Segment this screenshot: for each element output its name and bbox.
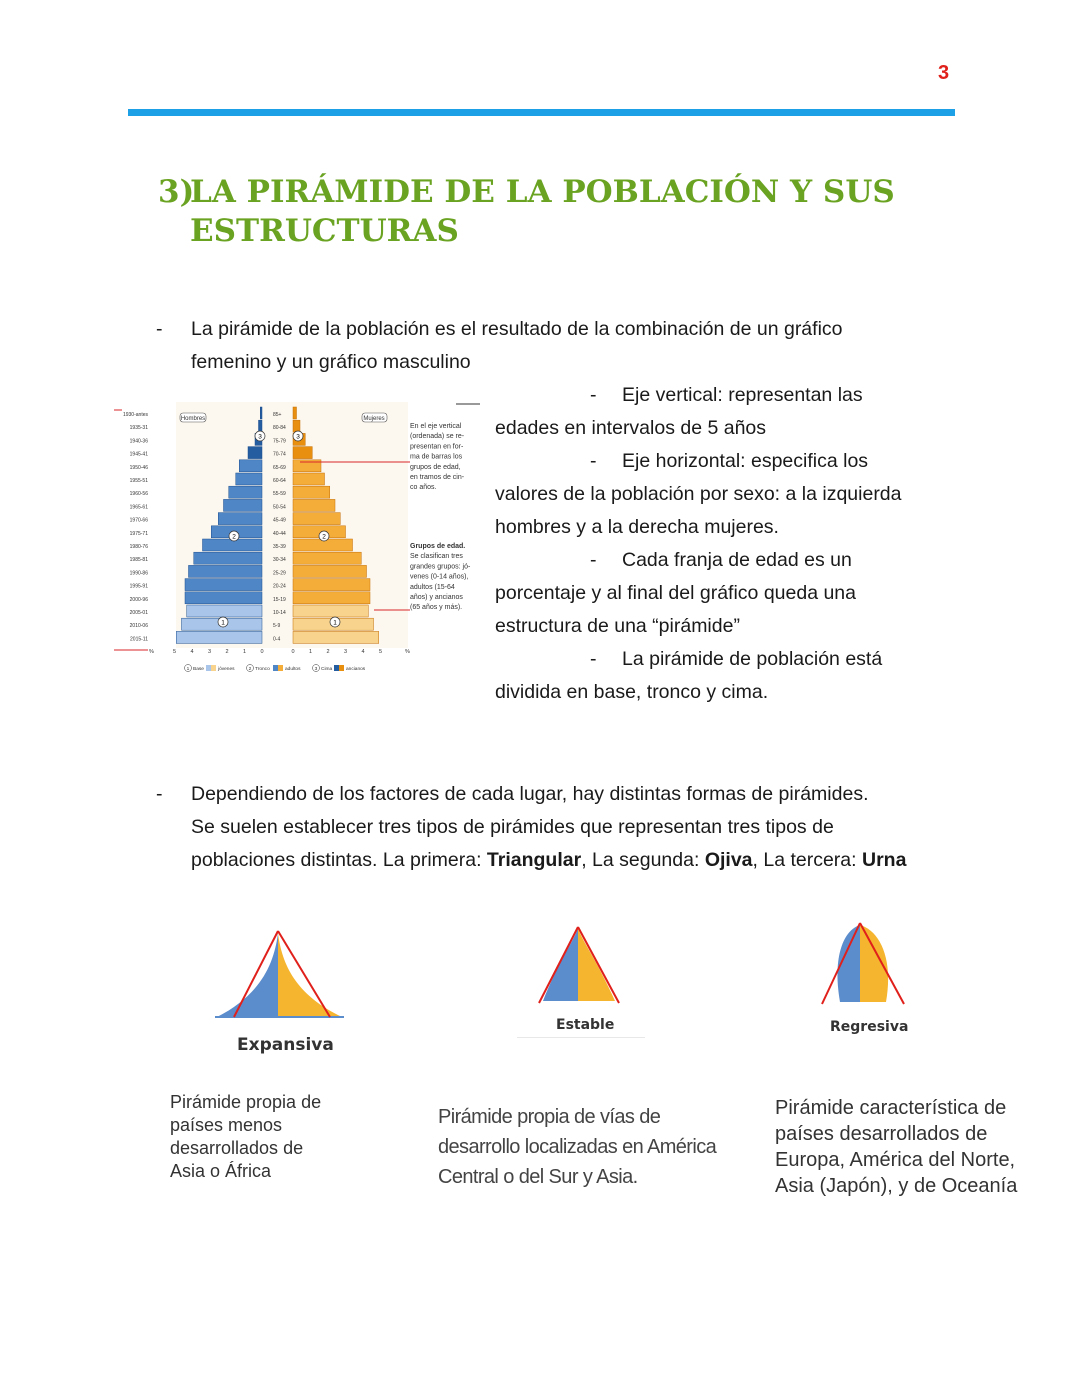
year-label: 1935-31 (129, 425, 148, 432)
list-dash: - (590, 450, 597, 472)
men-bar (185, 579, 262, 591)
x-tick: 0 (291, 649, 295, 655)
women-bar (293, 631, 379, 643)
men-bar (224, 499, 263, 511)
pyramid-legend (185, 665, 366, 673)
list-item-first-line: Cada franja de edad es un (622, 549, 852, 571)
svg-text:1: 1 (333, 619, 337, 627)
x-ticks-left (173, 649, 264, 655)
year-label: 1980-76 (129, 544, 148, 550)
list-item-first-line: Eje horizontal: especifica los (622, 450, 869, 472)
women-bar (293, 499, 335, 511)
men-bar (218, 513, 262, 525)
note-line: en tramos de cin- (410, 474, 465, 481)
regresiva-label: Regresiva (830, 1019, 909, 1035)
x-tick: 4 (190, 649, 194, 655)
men-bar (229, 486, 262, 498)
note-line: Grupos de edad. (410, 543, 466, 550)
year-label: 1950-46 (129, 464, 148, 471)
x-tick: 4 (361, 649, 365, 655)
note-line: años) y ancianos (410, 594, 463, 601)
age-label: 35-39 (273, 544, 286, 550)
svg-text:2: 2 (232, 533, 236, 541)
regresiva-caption (775, 1095, 1017, 1199)
women-bar (293, 447, 312, 459)
men-label: Hombres (180, 416, 206, 422)
bullet2-line3 (191, 844, 906, 877)
men-bar (187, 605, 262, 617)
year-label: 2015-11 (130, 636, 148, 643)
svg-text:3: 3 (314, 667, 318, 672)
note-line: grupos de edad, (410, 463, 461, 471)
svg-text:Base: Base (193, 667, 204, 672)
x-tick: 5 (172, 649, 177, 655)
note-line: presentan en for- (410, 443, 464, 451)
svg-text:1: 1 (221, 619, 225, 627)
age-label: 85+ (273, 412, 282, 418)
expansiva-label: Expansiva (237, 1035, 334, 1055)
population-pyramid-figure (112, 398, 482, 683)
men-bar (236, 473, 262, 485)
estable-caption (438, 1102, 716, 1192)
age-label: 40-44 (273, 530, 286, 537)
type-ojiva: Ojiva (704, 849, 753, 871)
men-bar (185, 592, 262, 604)
note-line: (ordenada) se re- (410, 433, 465, 441)
caption-line: desarrollo localizadas en América (438, 1136, 717, 1158)
x-tick: 5 (378, 649, 383, 655)
bullet2-line3-b: , La segunda: (581, 849, 705, 871)
men-bar (176, 631, 262, 643)
women-bar (293, 579, 370, 591)
year-label: 1995-91 (129, 583, 148, 590)
age-label: 55-59 (273, 491, 286, 498)
bullet1-line2: femenino y un gráfico masculino (191, 351, 471, 373)
women-bar (293, 513, 340, 525)
age-label: 25-29 (273, 570, 286, 577)
x-tick: 2 (225, 649, 229, 655)
type-triangular: Triangular (486, 849, 582, 871)
bullet2-line2: Se suelen establecer tres tipos de pirámides que representan tres tipos de (191, 816, 834, 838)
age-label: 70-74 (273, 451, 286, 458)
estable-underline (517, 1037, 645, 1038)
x-ticks-right (291, 649, 382, 655)
note-line: Se clasifican tres (410, 553, 463, 561)
list-dash: - (590, 549, 597, 571)
age-label: 80-84 (273, 425, 286, 432)
list-item-line: valores de la población por sexo: a la izquierda (495, 483, 902, 505)
age-label: 75-79 (273, 438, 286, 445)
men-bar (248, 447, 262, 459)
estable-women (578, 929, 615, 1001)
year-labels (123, 412, 149, 642)
svg-text:1: 1 (186, 667, 190, 672)
x-tick: 3 (343, 649, 348, 655)
age-label: 60-64 (273, 478, 286, 484)
age-label: 15-19 (273, 596, 286, 603)
estable-men (543, 929, 578, 1001)
header-rule (128, 109, 955, 116)
section-title-line2: ESTRUCTURAS (190, 213, 459, 249)
bullet2-line3-c: , La tercera: (752, 849, 862, 871)
caption-line: Central o del Sur y Asia. (438, 1166, 638, 1188)
list-item-line: hombres y a la derecha mujeres. (495, 516, 779, 538)
women-bar (293, 407, 297, 419)
year-label: 1970-66 (129, 517, 148, 524)
women-bar (293, 552, 361, 564)
bullet2-line3-a: poblaciones distintas. La primera: (191, 849, 487, 871)
note-vertical-axis (410, 423, 465, 491)
x-tick: 0 (260, 649, 264, 655)
expansiva-shape (212, 925, 347, 1020)
caption-line: Pirámide propia de (170, 1092, 322, 1112)
type-urna: Urna (861, 849, 907, 871)
caption-line: Europa, América del Norte, (775, 1149, 1016, 1171)
percent-label-right: % (405, 649, 410, 655)
men-bar (194, 552, 262, 564)
list-dash: - (590, 384, 597, 406)
note-line: co años. (410, 484, 437, 492)
women-bar (293, 486, 330, 498)
svg-text:Cima: Cima (321, 667, 333, 672)
year-label: 1955-51 (129, 478, 148, 484)
note-line: venes (0-14 años), (410, 573, 469, 581)
svg-text:Tronco: Tronco (255, 667, 270, 672)
men-bar (260, 407, 262, 419)
bullet1-line1: La pirámide de la población es el resultado de la combinación de un gráfico (191, 318, 843, 340)
list-item-line: porcentaje y al final del gráfico queda una (495, 582, 856, 604)
expansiva-caption (170, 1091, 321, 1183)
age-label: 65-69 (273, 464, 286, 471)
year-label: 1940-36 (129, 438, 148, 445)
note-line: (65 años y más). (410, 604, 463, 612)
note-age-groups (410, 543, 471, 611)
svg-text:2: 2 (248, 667, 252, 672)
svg-text:2: 2 (322, 533, 326, 541)
year-label: 1975-71 (129, 530, 148, 537)
year-label: 1945-41 (129, 451, 148, 458)
caption-line: Pirámide característica de (775, 1097, 1007, 1119)
expansiva-men (217, 933, 278, 1017)
percent-label: % (149, 649, 154, 655)
estable-shape (535, 925, 625, 1005)
year-label: 2010-06 (129, 623, 148, 630)
estable-label: Estable (556, 1017, 615, 1033)
year-label: 1990-86 (129, 570, 148, 577)
women-bar (293, 473, 325, 485)
caption-line: Pirámide propia de vías de (438, 1106, 661, 1128)
caption-line: Asia (Japón), y de Oceanía (775, 1175, 1018, 1197)
note-line: grandes grupos: jó- (410, 563, 471, 571)
list-item-first-line: Eje vertical: representan las (622, 384, 863, 406)
page-number: 3 (938, 62, 950, 84)
note-line: adultos (15-64 (410, 583, 455, 591)
year-label: 1930-antes (122, 412, 148, 418)
svg-text:3: 3 (258, 433, 262, 441)
note-line: ma de barras los (410, 453, 463, 461)
age-label: 0-4 (273, 636, 281, 643)
note-line: En el eje vertical (410, 423, 462, 430)
list-item-first-line: La pirámide de población está (622, 648, 883, 670)
men-bar (259, 420, 263, 432)
caption-line: desarrollados de (170, 1138, 304, 1158)
year-label: 1965-61 (129, 504, 148, 511)
bullet-dash: - (156, 318, 163, 340)
x-tick: 1 (242, 649, 247, 655)
year-label: 2005-01 (129, 610, 148, 616)
list-item-line: estructura de una “pirámide” (495, 615, 740, 637)
x-tick: 1 (308, 649, 313, 655)
section-title-line1: LA PIRÁMIDE DE LA POBLACIÓN Y SUS (190, 174, 895, 210)
age-label: 10-14 (273, 610, 286, 616)
regresiva-women (860, 925, 888, 1002)
regresiva-shape (818, 920, 910, 1008)
women-bar (293, 592, 370, 604)
year-label: 2000-96 (129, 596, 148, 603)
caption-line: países desarrollados de (775, 1123, 988, 1145)
women-label: Mujeres (363, 416, 385, 422)
svg-text:ancianos: ancianos (346, 667, 366, 672)
year-label: 1960-56 (129, 491, 148, 498)
x-tick: 2 (326, 649, 330, 655)
women-bar (293, 565, 367, 577)
age-label: 45-49 (273, 517, 286, 524)
men-bar (239, 460, 262, 472)
men-bar (189, 565, 263, 577)
list-dash: - (590, 648, 597, 670)
caption-line: Asia o África (170, 1161, 272, 1181)
svg-text:jóvenes: jóvenes (218, 667, 235, 672)
year-label: 1985-81 (129, 557, 148, 564)
list-item-line: edades en intervalos de 5 años (495, 417, 767, 439)
section-number: 3) (158, 174, 195, 210)
age-label: 50-54 (273, 504, 286, 511)
list-item-line: dividida en base, tronco y cima. (495, 681, 769, 703)
x-tick: 3 (207, 649, 212, 655)
svg-text:adultos: adultos (285, 667, 301, 672)
age-label: 30-34 (273, 557, 286, 564)
age-label: 20-24 (273, 583, 286, 590)
bullet2-line1: Dependiendo de los factores de cada lugar, hay distintas formas de pirámides. (191, 783, 869, 805)
women-bar (293, 420, 300, 432)
women-bar (293, 605, 368, 617)
svg-text:3: 3 (296, 433, 300, 441)
bullet-dash-2: - (156, 783, 163, 805)
caption-line: países menos (170, 1115, 283, 1135)
age-label: 5-9 (273, 623, 281, 630)
